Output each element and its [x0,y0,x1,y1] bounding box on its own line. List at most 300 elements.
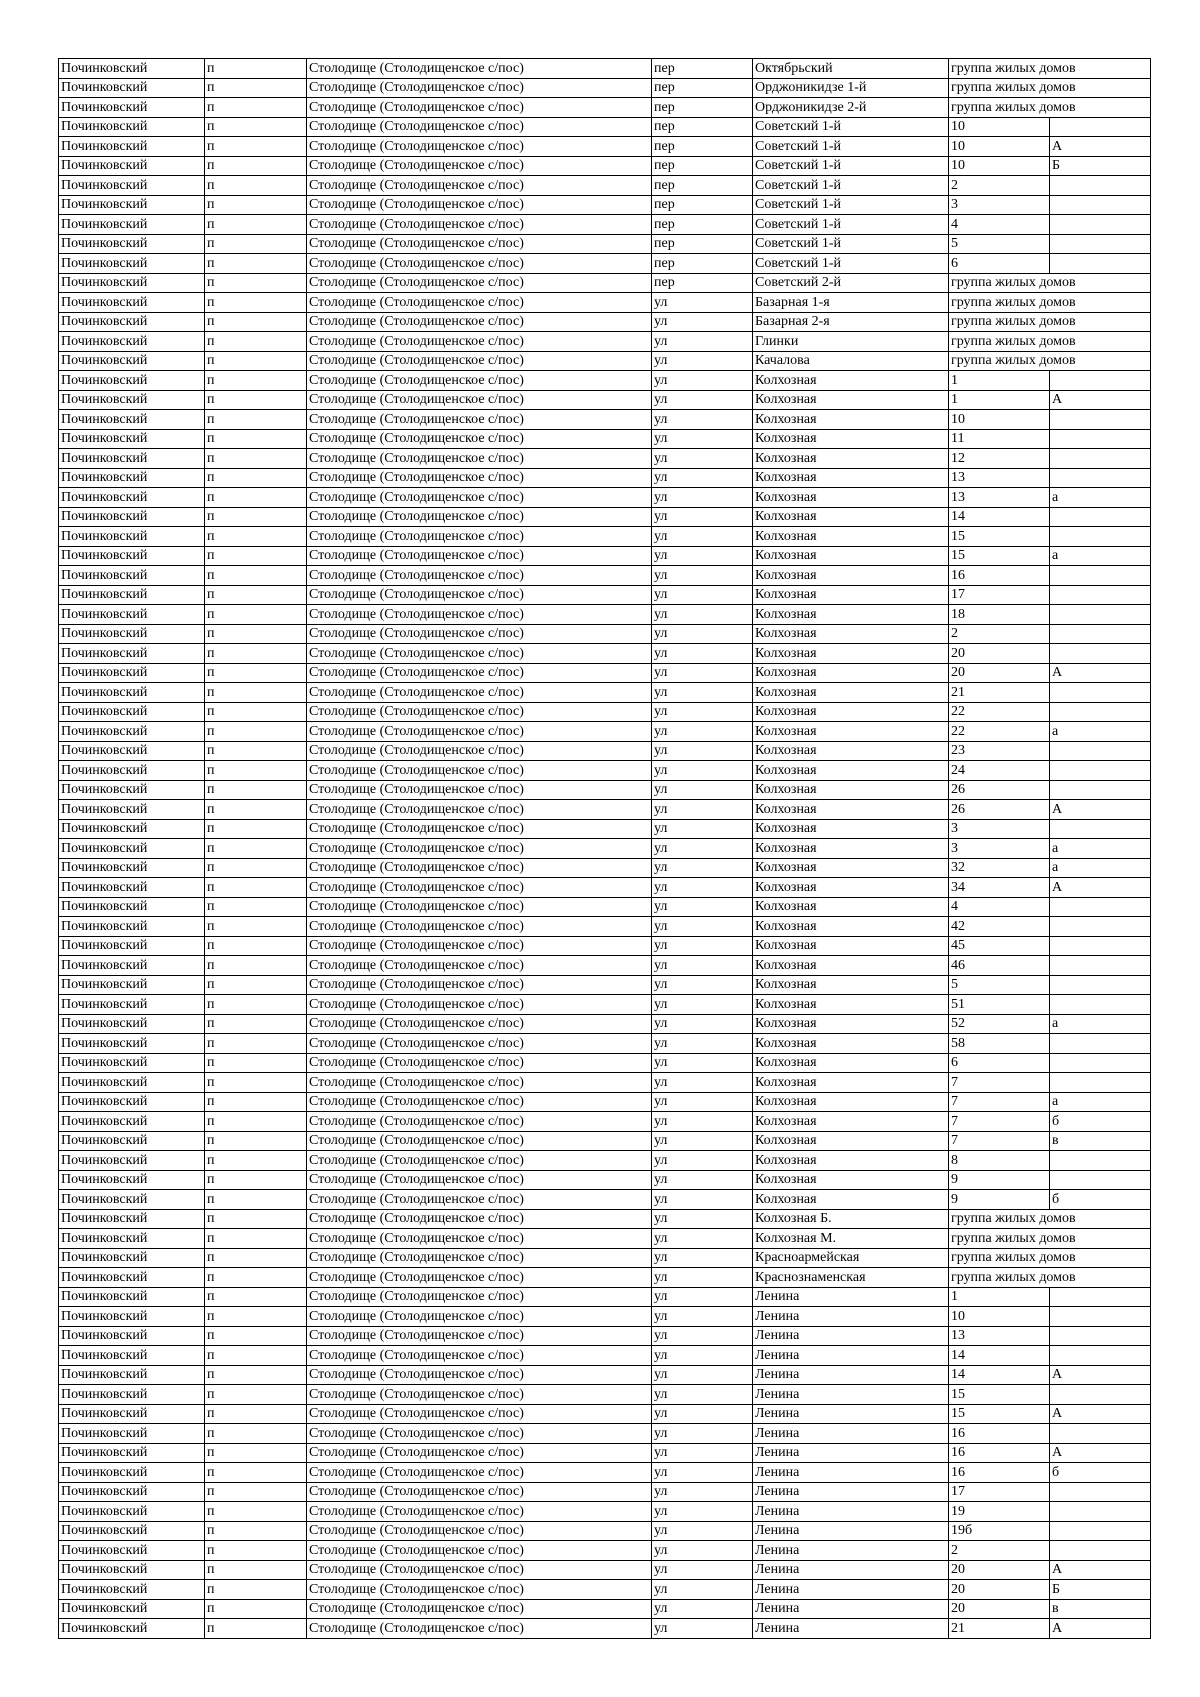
house-cell: группа жилых домов [949,332,1151,352]
house-cell: 14 [949,1346,1050,1366]
street-type-cell: ул [652,1170,753,1190]
district-cell: Починковский [59,1170,205,1190]
settlement-cell: Столодище (Столодищенское с/пос) [307,917,652,937]
settlement-type-cell: п [205,624,307,644]
street-cell: Колхозная [753,897,949,917]
table-row [59,410,1151,430]
table-row [59,1034,1151,1054]
house-cell: 16 [949,1424,1050,1444]
house-cell: группа жилых домов [949,293,1151,313]
letter-cell [1050,1034,1151,1054]
house-cell: 12 [949,449,1050,469]
house-cell: 11 [949,429,1050,449]
street-type-cell: ул [652,1307,753,1327]
settlement-cell: Столодище (Столодищенское с/пос) [307,1053,652,1073]
street-cell: Ленина [753,1307,949,1327]
street-cell: Колхозная [753,936,949,956]
settlement-cell: Столодище (Столодищенское с/пос) [307,858,652,878]
letter-cell: А [1050,1560,1151,1580]
settlement-type-cell: п [205,195,307,215]
settlement-cell: Столодище (Столодищенское с/пос) [307,1307,652,1327]
district-cell: Починковский [59,351,205,371]
table-row [59,936,1151,956]
street-type-cell: ул [652,1560,753,1580]
street-cell: Колхозная [753,780,949,800]
district-cell: Починковский [59,1326,205,1346]
letter-cell [1050,176,1151,196]
street-type-cell: ул [652,449,753,469]
street-cell: Ленина [753,1580,949,1600]
house-cell: 7 [949,1092,1050,1112]
table-row [59,702,1151,722]
letter-cell [1050,702,1151,722]
table-row [59,468,1151,488]
settlement-cell: Столодище (Столодищенское с/пос) [307,137,652,157]
street-cell: Колхозная [753,644,949,664]
street-type-cell: ул [652,975,753,995]
table-row [59,1092,1151,1112]
table-row [59,858,1151,878]
street-type-cell: ул [652,663,753,683]
table-row [59,507,1151,527]
letter-cell [1050,1287,1151,1307]
settlement-cell: Столодище (Столодищенское с/пос) [307,410,652,430]
settlement-cell: Столодище (Столодищенское с/пос) [307,1385,652,1405]
table-row [59,371,1151,391]
settlement-cell: Столодище (Столодищенское с/пос) [307,98,652,118]
settlement-cell: Столодище (Столодищенское с/пос) [307,1560,652,1580]
street-type-cell: ул [652,1053,753,1073]
district-cell: Починковский [59,741,205,761]
street-cell: Колхозная [753,1034,949,1054]
street-cell: Советский 1-й [753,254,949,274]
house-cell: 1 [949,371,1050,391]
settlement-type-cell: п [205,1307,307,1327]
house-cell: 16 [949,1443,1050,1463]
house-cell: 15 [949,546,1050,566]
street-type-cell: ул [652,858,753,878]
table-row [59,741,1151,761]
settlement-type-cell: п [205,371,307,391]
settlement-type-cell: п [205,1346,307,1366]
letter-cell [1050,995,1151,1015]
settlement-cell: Столодище (Столодищенское с/пос) [307,644,652,664]
settlement-type-cell: п [205,683,307,703]
street-type-cell: ул [652,1268,753,1288]
street-cell: Ленина [753,1560,949,1580]
street-cell: Колхозная [753,917,949,937]
street-type-cell: ул [652,1346,753,1366]
street-type-cell: ул [652,761,753,781]
street-type-cell: ул [652,1541,753,1561]
table-row [59,800,1151,820]
street-cell: Колхозная [753,956,949,976]
street-cell: Колхозная [753,1014,949,1034]
settlement-type-cell: п [205,858,307,878]
street-type-cell: ул [652,1443,753,1463]
letter-cell: А [1050,800,1151,820]
street-type-cell: ул [652,1385,753,1405]
table-row [59,780,1151,800]
district-cell: Починковский [59,975,205,995]
house-cell: 3 [949,819,1050,839]
district-cell: Починковский [59,1112,205,1132]
street-cell: Колхозная [753,507,949,527]
settlement-cell: Столодище (Столодищенское с/пос) [307,1268,652,1288]
street-cell: Колхозная [753,410,949,430]
street-type-cell: ул [652,1092,753,1112]
table-row [59,273,1151,293]
settlement-cell: Столодище (Столодищенское с/пос) [307,1541,652,1561]
district-cell: Починковский [59,1190,205,1210]
settlement-cell: Столодище (Столодищенское с/пос) [307,1131,652,1151]
letter-cell [1050,585,1151,605]
house-cell: 7 [949,1073,1050,1093]
district-cell: Починковский [59,936,205,956]
settlement-cell: Столодище (Столодищенское с/пос) [307,975,652,995]
settlement-cell: Столодище (Столодищенское с/пос) [307,468,652,488]
settlement-type-cell: п [205,917,307,937]
street-type-cell: пер [652,137,753,157]
street-type-cell: пер [652,254,753,274]
settlement-type-cell: п [205,1248,307,1268]
street-type-cell: ул [652,1521,753,1541]
street-type-cell: пер [652,215,753,235]
district-cell: Починковский [59,410,205,430]
settlement-cell: Столодище (Столодищенское с/пос) [307,332,652,352]
letter-cell [1050,371,1151,391]
settlement-type-cell: п [205,819,307,839]
letter-cell [1050,1424,1151,1444]
table-row [59,663,1151,683]
house-cell: 5 [949,975,1050,995]
settlement-type-cell: п [205,59,307,79]
table-row [59,644,1151,664]
street-type-cell: ул [652,351,753,371]
house-cell: 45 [949,936,1050,956]
letter-cell: А [1050,390,1151,410]
letter-cell: б [1050,1112,1151,1132]
table-row [59,234,1151,254]
letter-cell [1050,1073,1151,1093]
house-cell: группа жилых домов [949,351,1151,371]
district-cell: Починковский [59,819,205,839]
settlement-cell: Столодище (Столодищенское с/пос) [307,839,652,859]
settlement-cell: Столодище (Столодищенское с/пос) [307,605,652,625]
settlement-type-cell: п [205,332,307,352]
district-cell: Починковский [59,917,205,937]
settlement-type-cell: п [205,1326,307,1346]
settlement-type-cell: п [205,936,307,956]
street-cell: Колхозная [753,683,949,703]
letter-cell [1050,975,1151,995]
street-cell: Колхозная [753,1073,949,1093]
table-row [59,1385,1151,1405]
table-row [59,59,1151,79]
letter-cell [1050,956,1151,976]
settlement-type-cell: п [205,312,307,332]
table-row [59,605,1151,625]
house-cell: 17 [949,585,1050,605]
street-type-cell: ул [652,1580,753,1600]
letter-cell [1050,429,1151,449]
district-cell: Починковский [59,702,205,722]
letter-cell: а [1050,1092,1151,1112]
table-row [59,566,1151,586]
street-cell: Советский 1-й [753,117,949,137]
house-cell: 20 [949,663,1050,683]
street-type-cell: ул [652,1151,753,1171]
street-type-cell: ул [652,507,753,527]
settlement-type-cell: п [205,644,307,664]
settlement-cell: Столодище (Столодищенское с/пос) [307,488,652,508]
house-cell: 2 [949,176,1050,196]
settlement-cell: Столодище (Столодищенское с/пос) [307,1170,652,1190]
street-type-cell: ул [652,1209,753,1229]
settlement-type-cell: п [205,1580,307,1600]
house-cell: 2 [949,624,1050,644]
settlement-cell: Столодище (Столодищенское с/пос) [307,1443,652,1463]
house-cell: 21 [949,683,1050,703]
street-cell: Ленина [753,1287,949,1307]
street-type-cell: ул [652,546,753,566]
street-cell: Колхозная [753,1131,949,1151]
street-cell: Базарная 1-я [753,293,949,313]
settlement-cell: Столодище (Столодищенское с/пос) [307,1287,652,1307]
street-cell: Ленина [753,1326,949,1346]
street-type-cell: ул [652,585,753,605]
table-row [59,956,1151,976]
table-row [59,293,1151,313]
letter-cell [1050,936,1151,956]
street-cell: Колхозная [753,722,949,742]
letter-cell [1050,195,1151,215]
street-cell: Советский 1-й [753,137,949,157]
settlement-cell: Столодище (Столодищенское с/пос) [307,878,652,898]
house-cell: 10 [949,156,1050,176]
street-cell: Орджоникидзе 1-й [753,78,949,98]
settlement-type-cell: п [205,761,307,781]
street-type-cell: пер [652,78,753,98]
street-type-cell: ул [652,1424,753,1444]
street-cell: Ленина [753,1365,949,1385]
table-row [59,117,1151,137]
letter-cell [1050,819,1151,839]
settlement-cell: Столодище (Столодищенское с/пос) [307,1404,652,1424]
district-cell: Починковский [59,1151,205,1171]
street-cell: Колхозная [753,1112,949,1132]
table-row [59,1268,1151,1288]
district-cell: Починковский [59,1404,205,1424]
table-row [59,1112,1151,1132]
settlement-cell: Столодище (Столодищенское с/пос) [307,800,652,820]
district-cell: Починковский [59,1287,205,1307]
street-cell: Ленина [753,1424,949,1444]
settlement-cell: Столодище (Столодищенское с/пос) [307,1326,652,1346]
settlement-type-cell: п [205,468,307,488]
street-cell: Колхозная [753,663,949,683]
street-cell: Колхозная [753,1170,949,1190]
house-cell: группа жилых домов [949,1248,1151,1268]
settlement-type-cell: п [205,1190,307,1210]
table-row [59,722,1151,742]
street-cell: Колхозная [753,858,949,878]
district-cell: Починковский [59,1443,205,1463]
settlement-cell: Столодище (Столодищенское с/пос) [307,1599,652,1619]
street-cell: Базарная 2-я [753,312,949,332]
settlement-cell: Столодище (Столодищенское с/пос) [307,371,652,391]
letter-cell [1050,254,1151,274]
settlement-type-cell: п [205,1619,307,1639]
settlement-cell: Столодище (Столодищенское с/пос) [307,995,652,1015]
settlement-cell: Столодище (Столодищенское с/пос) [307,1092,652,1112]
street-type-cell: ул [652,332,753,352]
district-cell: Починковский [59,858,205,878]
settlement-cell: Столодище (Столодищенское с/пос) [307,1151,652,1171]
table-row [59,390,1151,410]
letter-cell: в [1050,1131,1151,1151]
street-type-cell: ул [652,1599,753,1619]
house-cell: 20 [949,1560,1050,1580]
house-cell: 13 [949,468,1050,488]
house-cell: 1 [949,1287,1050,1307]
street-cell: Колхозная [753,878,949,898]
district-cell: Починковский [59,312,205,332]
settlement-cell: Столодище (Столодищенское с/пос) [307,1619,652,1639]
settlement-type-cell: п [205,1502,307,1522]
table-row [59,429,1151,449]
district-cell: Починковский [59,1424,205,1444]
street-cell: Краснознаменская [753,1268,949,1288]
letter-cell: А [1050,137,1151,157]
letter-cell [1050,1307,1151,1327]
settlement-type-cell: п [205,117,307,137]
letter-cell: а [1050,722,1151,742]
street-cell: Ленина [753,1502,949,1522]
address-table-body [59,59,1151,1639]
table-row [59,585,1151,605]
street-type-cell: ул [652,566,753,586]
house-cell: 3 [949,195,1050,215]
street-type-cell: ул [652,1463,753,1483]
settlement-type-cell: п [205,897,307,917]
street-cell: Качалова [753,351,949,371]
street-cell: Колхозная [753,995,949,1015]
settlement-cell: Столодище (Столодищенское с/пос) [307,1463,652,1483]
district-cell: Починковский [59,1092,205,1112]
house-cell: 51 [949,995,1050,1015]
street-type-cell: ул [652,312,753,332]
street-cell: Ленина [753,1404,949,1424]
street-cell: Советский 1-й [753,156,949,176]
district-cell: Починковский [59,1346,205,1366]
street-type-cell: пер [652,59,753,79]
house-cell: 10 [949,410,1050,430]
house-cell: 17 [949,1482,1050,1502]
street-cell: Колхозная [753,1053,949,1073]
street-type-cell: ул [652,683,753,703]
settlement-cell: Столодище (Столодищенское с/пос) [307,585,652,605]
district-cell: Починковский [59,468,205,488]
settlement-type-cell: п [205,1034,307,1054]
street-type-cell: пер [652,117,753,137]
district-cell: Починковский [59,839,205,859]
settlement-type-cell: п [205,878,307,898]
house-cell: 9 [949,1190,1050,1210]
settlement-type-cell: п [205,98,307,118]
settlement-type-cell: п [205,390,307,410]
settlement-cell: Столодище (Столодищенское с/пос) [307,156,652,176]
table-row [59,1560,1151,1580]
table-row [59,312,1151,332]
letter-cell [1050,683,1151,703]
table-row [59,546,1151,566]
street-type-cell: ул [652,1229,753,1249]
street-type-cell: ул [652,995,753,1015]
letter-cell: А [1050,1619,1151,1639]
settlement-type-cell: п [205,488,307,508]
table-row [59,351,1151,371]
house-cell: 26 [949,800,1050,820]
street-type-cell: ул [652,800,753,820]
letter-cell: а [1050,858,1151,878]
table-row [59,1346,1151,1366]
house-cell: 52 [949,1014,1050,1034]
district-cell: Починковский [59,390,205,410]
district-cell: Починковский [59,98,205,118]
street-cell: Колхозная [753,741,949,761]
settlement-type-cell: п [205,507,307,527]
settlement-type-cell: п [205,839,307,859]
street-type-cell: ул [652,429,753,449]
street-cell: Ленина [753,1443,949,1463]
table-row [59,1131,1151,1151]
table-row [59,1619,1151,1639]
settlement-cell: Столодище (Столодищенское с/пос) [307,390,652,410]
district-cell: Починковский [59,566,205,586]
table-row [59,1443,1151,1463]
street-type-cell: ул [652,410,753,430]
settlement-type-cell: п [205,956,307,976]
street-type-cell: ул [652,468,753,488]
street-type-cell: ул [652,1014,753,1034]
street-type-cell: ул [652,1073,753,1093]
letter-cell: А [1050,663,1151,683]
district-cell: Починковский [59,1463,205,1483]
table-row [59,839,1151,859]
district-cell: Починковский [59,1131,205,1151]
house-cell: 34 [949,878,1050,898]
house-cell: 18 [949,605,1050,625]
house-cell: 6 [949,1053,1050,1073]
settlement-cell: Столодище (Столодищенское с/пос) [307,956,652,976]
settlement-cell: Столодище (Столодищенское с/пос) [307,1209,652,1229]
house-cell: 3 [949,839,1050,859]
district-cell: Починковский [59,1560,205,1580]
street-cell: Колхозная [753,1190,949,1210]
street-type-cell: ул [652,780,753,800]
settlement-cell: Столодище (Столодищенское с/пос) [307,1580,652,1600]
table-row [59,215,1151,235]
settlement-cell: Столодище (Столодищенское с/пос) [307,527,652,547]
table-row [59,897,1151,917]
street-cell: Ленина [753,1619,949,1639]
letter-cell [1050,1482,1151,1502]
street-cell: Ленина [753,1599,949,1619]
settlement-type-cell: п [205,800,307,820]
settlement-type-cell: п [205,1229,307,1249]
street-cell: Советский 1-й [753,234,949,254]
